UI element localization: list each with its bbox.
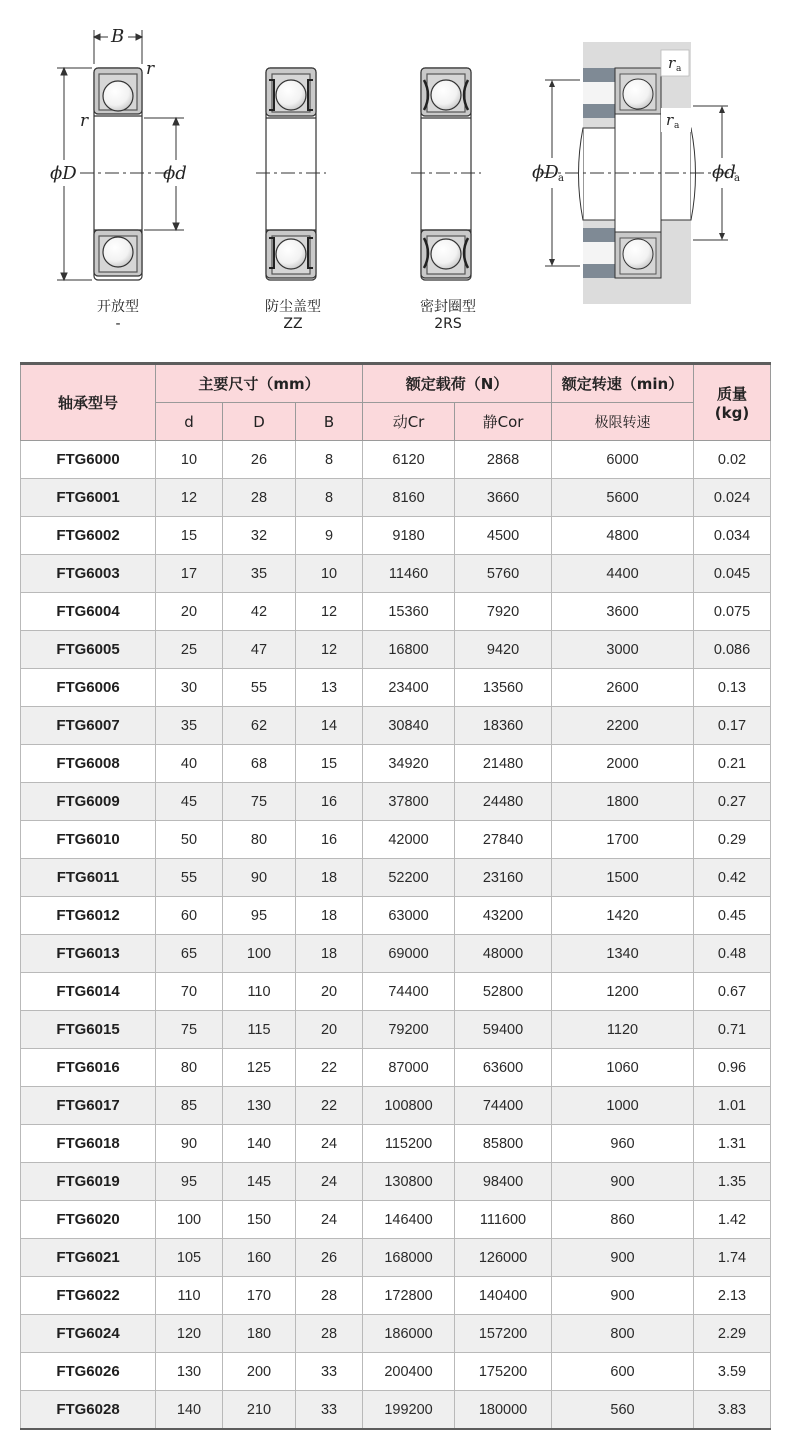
bearing-diagrams [0, 0, 790, 362]
d-cell: 130 [156, 1353, 223, 1391]
mass-cell: 0.67 [694, 973, 771, 1011]
static-load-cell: 23160 [455, 859, 552, 897]
dynamic-load-cell: 63000 [363, 897, 455, 935]
mass-cell: 0.71 [694, 1011, 771, 1049]
static-load-cell: 2868 [455, 441, 552, 479]
model-cell: FTG6019 [21, 1163, 156, 1201]
static-load-cell: 140400 [455, 1277, 552, 1315]
d-cell: 65 [156, 935, 223, 973]
d-cell: 110 [156, 1277, 223, 1315]
width-B-cell: 20 [296, 973, 363, 1011]
mass-cell: 0.024 [694, 479, 771, 517]
type-zz-caption [233, 299, 353, 333]
width-B-cell: 12 [296, 593, 363, 631]
width-B-cell: 16 [296, 821, 363, 859]
outer-D-cell: 90 [223, 859, 296, 897]
model-cell: FTG6022 [21, 1277, 156, 1315]
limit-speed-cell: 600 [552, 1353, 694, 1391]
width-B-cell: 14 [296, 707, 363, 745]
outer-D-cell: 35 [223, 555, 296, 593]
type-2rs-code: 2RS [434, 316, 462, 332]
dynamic-load-cell: 115200 [363, 1125, 455, 1163]
limit-speed-cell: 1700 [552, 821, 694, 859]
model-cell: FTG6014 [21, 973, 156, 1011]
model-cell: FTG6020 [21, 1201, 156, 1239]
mass-cell: 0.034 [694, 517, 771, 555]
model-cell: FTG6001 [21, 479, 156, 517]
limit-speed-cell: 1120 [552, 1011, 694, 1049]
table-row [21, 745, 771, 783]
dynamic-load-cell: 11460 [363, 555, 455, 593]
outer-D-cell: 68 [223, 745, 296, 783]
table-row [21, 1049, 771, 1087]
mass-cell: 0.13 [694, 669, 771, 707]
width-B-cell: 28 [296, 1277, 363, 1315]
outer-D-cell: 150 [223, 1201, 296, 1239]
limit-speed-cell: 1200 [552, 973, 694, 1011]
outer-D-cell: 26 [223, 441, 296, 479]
model-cell: FTG6005 [21, 631, 156, 669]
outer-D-cell: 80 [223, 821, 296, 859]
dynamic-load-cell: 79200 [363, 1011, 455, 1049]
static-load-cell: 157200 [455, 1315, 552, 1353]
outer-D-cell: 125 [223, 1049, 296, 1087]
header-d: d [156, 403, 223, 441]
mass-cell: 3.59 [694, 1353, 771, 1391]
static-load-cell: 18360 [455, 707, 552, 745]
model-cell: FTG6010 [21, 821, 156, 859]
mass-cell: 2.13 [694, 1277, 771, 1315]
table-row [21, 1011, 771, 1049]
d-cell: 90 [156, 1125, 223, 1163]
d-cell: 80 [156, 1049, 223, 1087]
static-load-cell: 111600 [455, 1201, 552, 1239]
static-load-cell: 43200 [455, 897, 552, 935]
mass-cell: 1.35 [694, 1163, 771, 1201]
dynamic-load-cell: 8160 [363, 479, 455, 517]
limit-speed-cell: 2600 [552, 669, 694, 707]
header-limit-speed: 极限转速 [552, 403, 694, 441]
table-row [21, 973, 771, 1011]
mass-cell: 0.045 [694, 555, 771, 593]
dynamic-load-cell: 100800 [363, 1087, 455, 1125]
d-cell: 17 [156, 555, 223, 593]
outer-D-cell: 28 [223, 479, 296, 517]
dynamic-load-cell: 69000 [363, 935, 455, 973]
spec-table-body [21, 441, 771, 1430]
static-load-cell: 3660 [455, 479, 552, 517]
table-row [21, 1315, 771, 1353]
d-cell: 12 [156, 479, 223, 517]
type-2rs-name: 密封圈型 [420, 299, 476, 315]
dynamic-load-cell: 130800 [363, 1163, 455, 1201]
model-cell: FTG6012 [21, 897, 156, 935]
mass-cell: 0.29 [694, 821, 771, 859]
outer-D-cell: 47 [223, 631, 296, 669]
d-cell: 85 [156, 1087, 223, 1125]
outer-D-cell: 130 [223, 1087, 296, 1125]
static-load-cell: 126000 [455, 1239, 552, 1277]
outer-D-cell: 170 [223, 1277, 296, 1315]
open-bearing-section [94, 68, 142, 280]
outer-D-cell: 140 [223, 1125, 296, 1163]
table-row [21, 631, 771, 669]
mass-cell: 0.45 [694, 897, 771, 935]
d-cell: 60 [156, 897, 223, 935]
mass-cell: 2.29 [694, 1315, 771, 1353]
label-phi-d: ϕd [163, 163, 187, 184]
limit-speed-cell: 4800 [552, 517, 694, 555]
table-row [21, 1201, 771, 1239]
type-open-code: - [115, 316, 121, 332]
static-load-cell: 21480 [455, 745, 552, 783]
width-B-cell: 24 [296, 1201, 363, 1239]
dynamic-load-cell: 23400 [363, 669, 455, 707]
limit-speed-cell: 900 [552, 1277, 694, 1315]
width-B-cell: 16 [296, 783, 363, 821]
model-cell: FTG6021 [21, 1239, 156, 1277]
label-phi-Da: ϕD [532, 162, 559, 183]
model-cell: FTG6009 [21, 783, 156, 821]
width-B-cell: 28 [296, 1315, 363, 1353]
static-load-cell: 175200 [455, 1353, 552, 1391]
d-cell: 45 [156, 783, 223, 821]
mass-cell: 0.21 [694, 745, 771, 783]
model-cell: FTG6015 [21, 1011, 156, 1049]
header-dimensions: 主要尺寸（mm） [156, 364, 363, 403]
table-row [21, 935, 771, 973]
static-load-cell: 59400 [455, 1011, 552, 1049]
label-B: B [111, 26, 125, 47]
bearing-spec-table-wrapper [20, 362, 770, 1430]
mass-cell: 0.96 [694, 1049, 771, 1087]
header-load: 额定载荷（N） [363, 364, 552, 403]
header-speed: 额定转速（min） [552, 364, 694, 403]
label-r-left: r [80, 111, 89, 131]
limit-speed-cell: 3600 [552, 593, 694, 631]
d-cell: 40 [156, 745, 223, 783]
model-cell: FTG6026 [21, 1353, 156, 1391]
width-B-cell: 33 [296, 1353, 363, 1391]
static-load-cell: 4500 [455, 517, 552, 555]
mass-cell: 0.17 [694, 707, 771, 745]
label-r-top: r [146, 59, 155, 79]
model-cell: FTG6011 [21, 859, 156, 897]
d-cell: 15 [156, 517, 223, 555]
model-cell: FTG6018 [21, 1125, 156, 1163]
type-open-caption [58, 299, 178, 333]
width-B-cell: 22 [296, 1087, 363, 1125]
limit-speed-cell: 1340 [552, 935, 694, 973]
width-B-cell: 24 [296, 1163, 363, 1201]
dynamic-load-cell: 168000 [363, 1239, 455, 1277]
limit-speed-cell: 4400 [552, 555, 694, 593]
table-row [21, 707, 771, 745]
outer-D-cell: 95 [223, 897, 296, 935]
header-mass-unit: (kg) [714, 404, 750, 422]
d-cell: 20 [156, 593, 223, 631]
limit-speed-cell: 1800 [552, 783, 694, 821]
header-model: 轴承型号 [21, 364, 156, 441]
header-B: B [296, 403, 363, 441]
limit-speed-cell: 1500 [552, 859, 694, 897]
table-row [21, 1391, 771, 1430]
label-phi-D: ϕD [50, 163, 77, 184]
model-cell: FTG6002 [21, 517, 156, 555]
width-B-cell: 18 [296, 897, 363, 935]
dynamic-load-cell: 30840 [363, 707, 455, 745]
model-cell: FTG6028 [21, 1391, 156, 1430]
width-B-cell: 20 [296, 1011, 363, 1049]
label-phi-da-sub: a [734, 173, 740, 184]
dynamic-load-cell: 199200 [363, 1391, 455, 1430]
model-cell: FTG6013 [21, 935, 156, 973]
dynamic-load-cell: 42000 [363, 821, 455, 859]
static-load-cell: 98400 [455, 1163, 552, 1201]
outer-D-cell: 75 [223, 783, 296, 821]
limit-speed-cell: 560 [552, 1391, 694, 1430]
d-cell: 55 [156, 859, 223, 897]
d-cell: 95 [156, 1163, 223, 1201]
mass-cell: 0.086 [694, 631, 771, 669]
static-load-cell: 63600 [455, 1049, 552, 1087]
table-row [21, 593, 771, 631]
width-B-cell: 24 [296, 1125, 363, 1163]
outer-D-cell: 115 [223, 1011, 296, 1049]
mass-cell: 0.48 [694, 935, 771, 973]
d-cell: 75 [156, 1011, 223, 1049]
model-cell: FTG6007 [21, 707, 156, 745]
label-phi-Da-sub: a [558, 173, 564, 184]
dynamic-load-cell: 9180 [363, 517, 455, 555]
static-load-cell: 5760 [455, 555, 552, 593]
static-load-cell: 27840 [455, 821, 552, 859]
table-row [21, 479, 771, 517]
label-phi-da: ϕd [712, 162, 736, 183]
dynamic-load-cell: 87000 [363, 1049, 455, 1087]
label-ra-mid-sub: a [674, 121, 680, 131]
limit-speed-cell: 2000 [552, 745, 694, 783]
bearing-spec-table [20, 362, 771, 1430]
width-B-cell: 18 [296, 859, 363, 897]
mass-cell: 0.02 [694, 441, 771, 479]
type-zz-name: 防尘盖型 [265, 299, 321, 315]
d-cell: 50 [156, 821, 223, 859]
outer-D-cell: 160 [223, 1239, 296, 1277]
static-load-cell: 52800 [455, 973, 552, 1011]
label-ra-mid: r [666, 111, 674, 129]
static-load-cell: 9420 [455, 631, 552, 669]
width-B-cell: 13 [296, 669, 363, 707]
table-row [21, 441, 771, 479]
model-cell: FTG6017 [21, 1087, 156, 1125]
mass-cell: 0.075 [694, 593, 771, 631]
dynamic-load-cell: 6120 [363, 441, 455, 479]
table-row [21, 1277, 771, 1315]
limit-speed-cell: 900 [552, 1163, 694, 1201]
table-row [21, 897, 771, 935]
table-row [21, 1239, 771, 1277]
model-cell: FTG6016 [21, 1049, 156, 1087]
table-row [21, 783, 771, 821]
width-B-cell: 12 [296, 631, 363, 669]
limit-speed-cell: 860 [552, 1201, 694, 1239]
mass-cell: 1.01 [694, 1087, 771, 1125]
dynamic-load-cell: 34920 [363, 745, 455, 783]
mass-cell: 3.83 [694, 1391, 771, 1430]
table-row [21, 517, 771, 555]
static-load-cell: 74400 [455, 1087, 552, 1125]
width-B-cell: 10 [296, 555, 363, 593]
table-row [21, 821, 771, 859]
dynamic-load-cell: 52200 [363, 859, 455, 897]
d-cell: 105 [156, 1239, 223, 1277]
limit-speed-cell: 3000 [552, 631, 694, 669]
table-row [21, 1087, 771, 1125]
width-B-cell: 9 [296, 517, 363, 555]
static-load-cell: 13560 [455, 669, 552, 707]
header-cor: 静Cor [455, 403, 552, 441]
dynamic-load-cell: 74400 [363, 973, 455, 1011]
dynamic-load-cell: 16800 [363, 631, 455, 669]
width-B-cell: 22 [296, 1049, 363, 1087]
width-B-cell: 26 [296, 1239, 363, 1277]
outer-D-cell: 55 [223, 669, 296, 707]
limit-speed-cell: 5600 [552, 479, 694, 517]
type-2rs-caption [388, 299, 508, 333]
outer-D-cell: 110 [223, 973, 296, 1011]
label-ra-top: r [668, 54, 676, 72]
d-cell: 30 [156, 669, 223, 707]
table-row [21, 669, 771, 707]
d-cell: 25 [156, 631, 223, 669]
model-cell: FTG6008 [21, 745, 156, 783]
outer-D-cell: 200 [223, 1353, 296, 1391]
dynamic-load-cell: 172800 [363, 1277, 455, 1315]
header-mass [694, 364, 771, 441]
model-cell: FTG6000 [21, 441, 156, 479]
table-row [21, 1125, 771, 1163]
mass-cell: 1.42 [694, 1201, 771, 1239]
type-open-name: 开放型 [97, 299, 139, 315]
static-load-cell: 24480 [455, 783, 552, 821]
table-row [21, 1353, 771, 1391]
mass-cell: 1.74 [694, 1239, 771, 1277]
outer-D-cell: 180 [223, 1315, 296, 1353]
header-cr: 动Cr [363, 403, 455, 441]
d-cell: 100 [156, 1201, 223, 1239]
table-row [21, 1163, 771, 1201]
zz-bearing-section [256, 68, 326, 280]
d-cell: 35 [156, 707, 223, 745]
limit-speed-cell: 1420 [552, 897, 694, 935]
limit-speed-cell: 1060 [552, 1049, 694, 1087]
width-B-cell: 15 [296, 745, 363, 783]
header-D: D [223, 403, 296, 441]
dynamic-load-cell: 146400 [363, 1201, 455, 1239]
outer-D-cell: 100 [223, 935, 296, 973]
header-mass-label: 质量 [717, 385, 748, 403]
outer-D-cell: 42 [223, 593, 296, 631]
width-B-cell: 8 [296, 441, 363, 479]
static-load-cell: 7920 [455, 593, 552, 631]
width-B-cell: 8 [296, 479, 363, 517]
static-load-cell: 180000 [455, 1391, 552, 1430]
model-cell: FTG6004 [21, 593, 156, 631]
d-cell: 140 [156, 1391, 223, 1430]
limit-speed-cell: 800 [552, 1315, 694, 1353]
limit-speed-cell: 960 [552, 1125, 694, 1163]
table-row [21, 555, 771, 593]
label-ra-top-sub: a [676, 64, 682, 74]
outer-D-cell: 62 [223, 707, 296, 745]
table-row [21, 859, 771, 897]
outer-D-cell: 145 [223, 1163, 296, 1201]
dynamic-load-cell: 200400 [363, 1353, 455, 1391]
width-B-cell: 18 [296, 935, 363, 973]
mass-cell: 1.31 [694, 1125, 771, 1163]
static-load-cell: 85800 [455, 1125, 552, 1163]
model-cell: FTG6024 [21, 1315, 156, 1353]
type-zz-code: ZZ [283, 316, 303, 332]
d-cell: 120 [156, 1315, 223, 1353]
limit-speed-cell: 1000 [552, 1087, 694, 1125]
d-cell: 70 [156, 973, 223, 1011]
mass-cell: 0.42 [694, 859, 771, 897]
model-cell: FTG6003 [21, 555, 156, 593]
mounting-diagram [540, 42, 740, 304]
mass-cell: 0.27 [694, 783, 771, 821]
outer-D-cell: 32 [223, 517, 296, 555]
outer-D-cell: 210 [223, 1391, 296, 1430]
width-B-cell: 33 [296, 1391, 363, 1430]
model-cell: FTG6006 [21, 669, 156, 707]
d-cell: 10 [156, 441, 223, 479]
dynamic-load-cell: 15360 [363, 593, 455, 631]
limit-speed-cell: 6000 [552, 441, 694, 479]
static-load-cell: 48000 [455, 935, 552, 973]
limit-speed-cell: 2200 [552, 707, 694, 745]
dynamic-load-cell: 37800 [363, 783, 455, 821]
dynamic-load-cell: 186000 [363, 1315, 455, 1353]
limit-speed-cell: 900 [552, 1239, 694, 1277]
2rs-bearing-section [411, 68, 481, 280]
